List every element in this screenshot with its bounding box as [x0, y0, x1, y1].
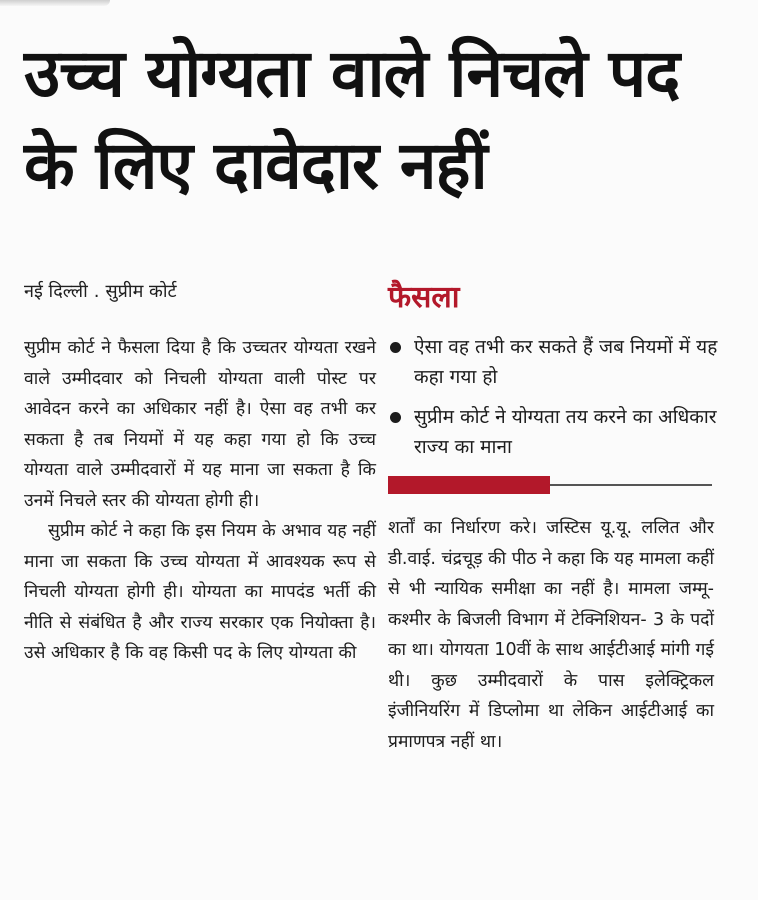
bullet-dot-icon: [390, 412, 401, 423]
right-paragraph-1: शर्तों का निर्धारण करे। जस्टिस यू.यू. ललित और डी.वाई. चंद्रचूड़ की पीठ ने कहा कि यह मामला कहीं से भी न्यायिक समीक्षा का नहीं है। मामला जम्मू-कश्मीर के बिजली विभाग में टेक्निशियन- 3 के पदों का था। योगयता 10वीं के साथ आईटीआई मांगी गई थी। कुछ उम्मीदवारों के पास इलेक्ट्रिकल इंजीनियरिंग में डिप्लोमा था लेकिन आईटीआई का प्रमाणपत्र नहीं था।: [388, 518, 714, 752]
right-column: [388, 513, 714, 757]
divider-line: [550, 484, 712, 486]
verdict-bullet-text: ऐसा वह तभी कर सकते हैं जब नियमों में यह कहा गया हो: [414, 336, 718, 388]
dateline-city: नई दिल्ली: [24, 281, 88, 302]
dateline-source: सुप्रीम कोर्ट: [105, 281, 177, 302]
bullet-dot-icon: [390, 342, 401, 353]
box-divider-rule: [388, 476, 728, 494]
left-paragraph-2: सुप्रीम कोर्ट ने कहा कि इस नियम के अभाव यह नहीं माना जा सकता कि उच्च योग्यता में आवश्यक रूप से निचली योग्यता होगी ही। योग्यता का मापदंड भर्ती की नीति से संबंधित है और राज्य सरकार एक नियोक्ता है। उसे अधिकार है कि वह किसी पद के लिए योग्यता की: [24, 521, 376, 663]
dateline-separator: .: [93, 281, 100, 302]
verdict-bullet-list: [388, 332, 728, 462]
scan-edge-shadow: [0, 0, 110, 6]
divider-red-bar: [388, 476, 550, 494]
verdict-bullet-text: सुप्रीम कोर्ट ने योग्यता तय करने का अधिकार राज्य का माना: [414, 406, 717, 458]
article-headline: उच्च योग्यता वाले निचले पद के लिए दावेदार नहीं: [24, 35, 680, 204]
verdict-bullet: [388, 402, 728, 462]
verdict-box: [388, 276, 728, 494]
verdict-box-title: फैसला: [388, 280, 460, 315]
verdict-bullet: [388, 332, 728, 392]
left-paragraph-1: सुप्रीम कोर्ट ने फैसला दिया है कि उच्चतर योग्यता रखने वाले उम्मीदवार को निचली योग्यता वाली पोस्ट पर आवेदन करने का अधिकार नहीं है। ऐसा वह तभी कर सकता है तब नियमों में यह कहा गया हो कि उच्च योग्यता वाले उम्मीदवारों में यह माना जा सकता है कि उनमें निचले स्तर की योग्यता होगी ही।: [24, 338, 376, 511]
left-column: [24, 333, 376, 669]
dateline: [24, 279, 177, 303]
